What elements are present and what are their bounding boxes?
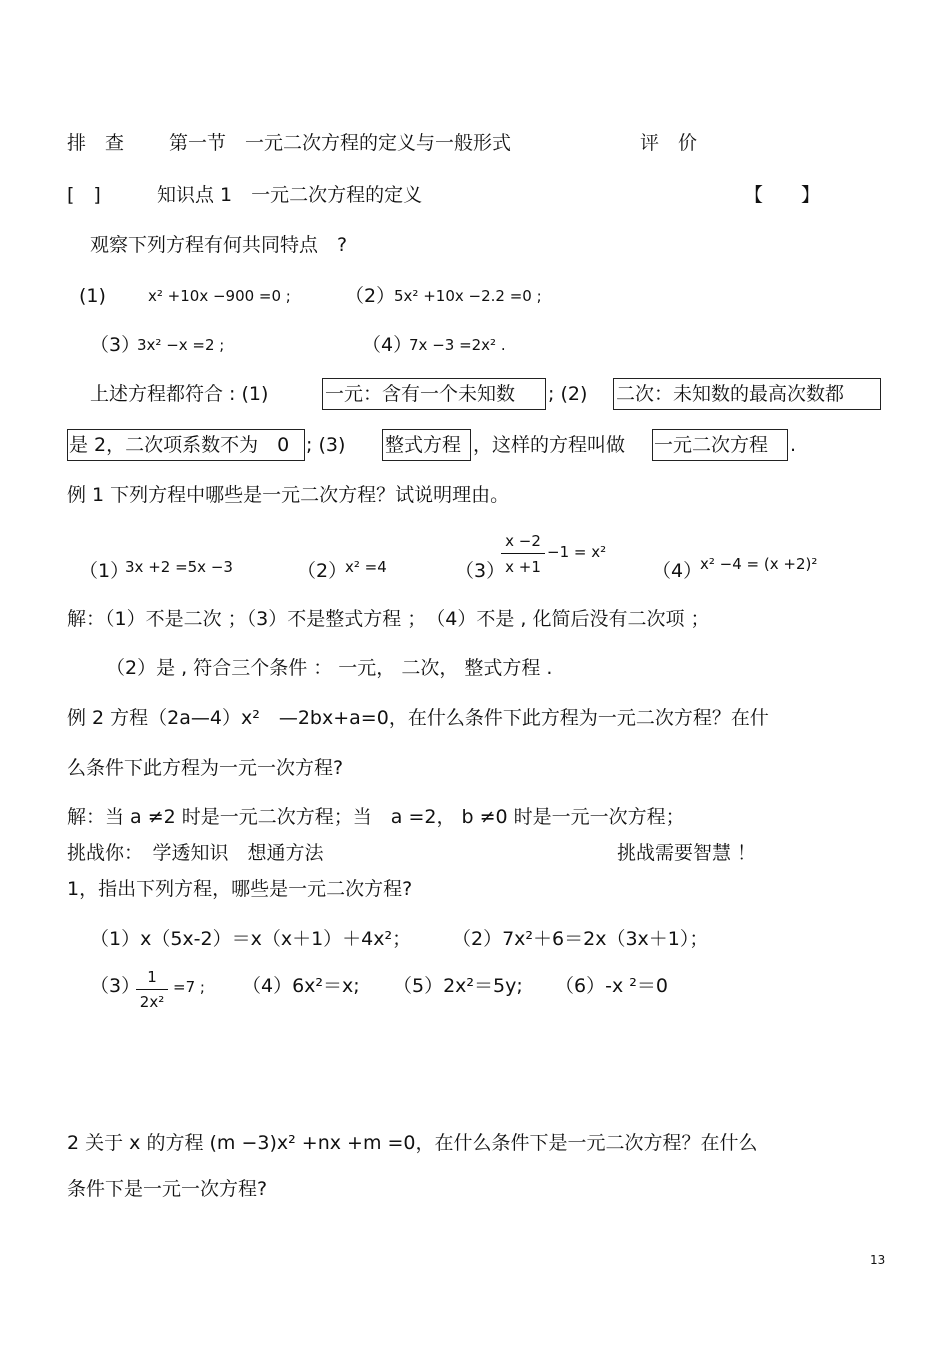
eq1: x² +10x −900 =0 ; [148, 287, 291, 305]
answer-box-2-text-b: 是 2，二次项系数不为 0 [69, 434, 290, 456]
eq4: 7x −3 =2x² . [409, 336, 506, 354]
ex1-item2-label: （2） [297, 560, 348, 582]
observe-prompt: 观察下列方程有何共同特点 ? [90, 234, 348, 256]
q1-item3-denominator: 2x² [139, 993, 165, 1011]
conditions-mid: ，这样的方程叫做 [473, 434, 626, 456]
answer-box-4-text: 一元二次方程 [654, 434, 769, 456]
knowledge-bracket-right: 【 】 [744, 184, 821, 206]
q1-item3-numerator: 1 [147, 968, 157, 986]
q1-item3-fraction-bar [136, 989, 168, 990]
challenge-right: 挑战需要智慧 ！ [617, 842, 757, 864]
ex1-item4: x² −4 = (x +2)² [700, 555, 818, 573]
conditions-sep-2: ; (2) [548, 383, 588, 405]
answer-box-1-text: 一元：含有一个未知数 [325, 383, 516, 405]
ex1-item2: x² =4 [345, 558, 387, 576]
example2-line2: 么条件下此方程为一元一次方程? [67, 757, 344, 779]
answer-box-3-text: 整式方程 [385, 434, 462, 456]
ex1-item4-label: （4） [652, 560, 703, 582]
q1-item1: （1）x（5x-2）＝x（x＋1）＋4x²； [90, 928, 412, 950]
ex1-solution-line2: （2）是 , 符合三个条件 ： 一元， 二次， 整式方程 . [106, 657, 553, 679]
eq2: 5x² +10x −2.2 =0 ; [394, 287, 542, 305]
q1-item4: （4）6x²＝x; [242, 975, 360, 997]
ex1-item1-label: （1） [79, 560, 130, 582]
example2-line1: 例 2 方程（2a—4）x² —2bx+a=0，在什么条件下此方程为一元二次方程？在什 [67, 707, 769, 729]
q1-item5: （5）2x²＝5y; [393, 975, 523, 997]
ex1-item3-fraction-bar [501, 553, 545, 554]
ex1-item3-numerator: x −2 [505, 532, 541, 550]
ex1-item3-denominator: x +1 [505, 558, 541, 576]
knowledge-point-title: 知识点 1 一元二次方程的定义 [157, 184, 423, 206]
example2-solution: 解：当 a ≠2 时是一元二次方程；当 a =2， b ≠0 时是一元一次方程； [67, 806, 685, 828]
example1-title: 例 1 下列方程中哪些是一元二次方程？试说明理由。 [67, 484, 510, 506]
ex1-solution-line1: 解：（1）不是二次 ；（3）不是整式方程 ； （4）不是 , 化简后没有二次项 ； [67, 608, 710, 630]
q1-item6: （6）-x ²＝0 [555, 975, 668, 997]
q2-line2: 条件下是一元一次方程? [67, 1178, 268, 1200]
q1-item2: （2）7x²＋6＝2x（3x＋1）； [452, 928, 709, 950]
header-evaluation: 评 价 [640, 132, 698, 154]
ex1-item3-rest: −1 = x² [547, 543, 607, 561]
conditions-end: . [790, 434, 797, 456]
q1-item3-label: （3） [90, 975, 141, 997]
section-title: 第一节 一元二次方程的定义与一般形式 [169, 132, 512, 154]
eq1-label: (1) [79, 285, 106, 307]
page-number: 13 [870, 1253, 886, 1267]
eq3-label: （3） [90, 334, 141, 356]
q2-line1: 2 关于 x 的方程 (m −3)x² +nx +m =0，在什么条件下是一元二次方程？在什么 [67, 1132, 758, 1154]
answer-box-2-text-a: 二次：未知数的最高次数都 [616, 383, 845, 405]
eq4-label: （4） [362, 334, 413, 356]
conditions-intro: 上述方程都符合 : (1) [90, 383, 269, 405]
eq3: 3x² −x =2 ; [137, 336, 225, 354]
ex1-item3-label: （3） [455, 560, 506, 582]
challenge-left: 挑战你： 学透知识 想通方法 [67, 842, 324, 864]
conditions-sep-3: ; (3) [306, 434, 346, 456]
eq2-label: （2） [345, 285, 396, 307]
ex1-item1: 3x +2 =5x −3 [125, 558, 233, 576]
knowledge-bracket-left: [ ] [67, 184, 101, 206]
q1-title: 1，指出下列方程，哪些是一元二次方程? [67, 878, 413, 900]
header-col1: 排 查 [67, 132, 125, 154]
q1-item3-rest: =7 ; [173, 978, 205, 996]
